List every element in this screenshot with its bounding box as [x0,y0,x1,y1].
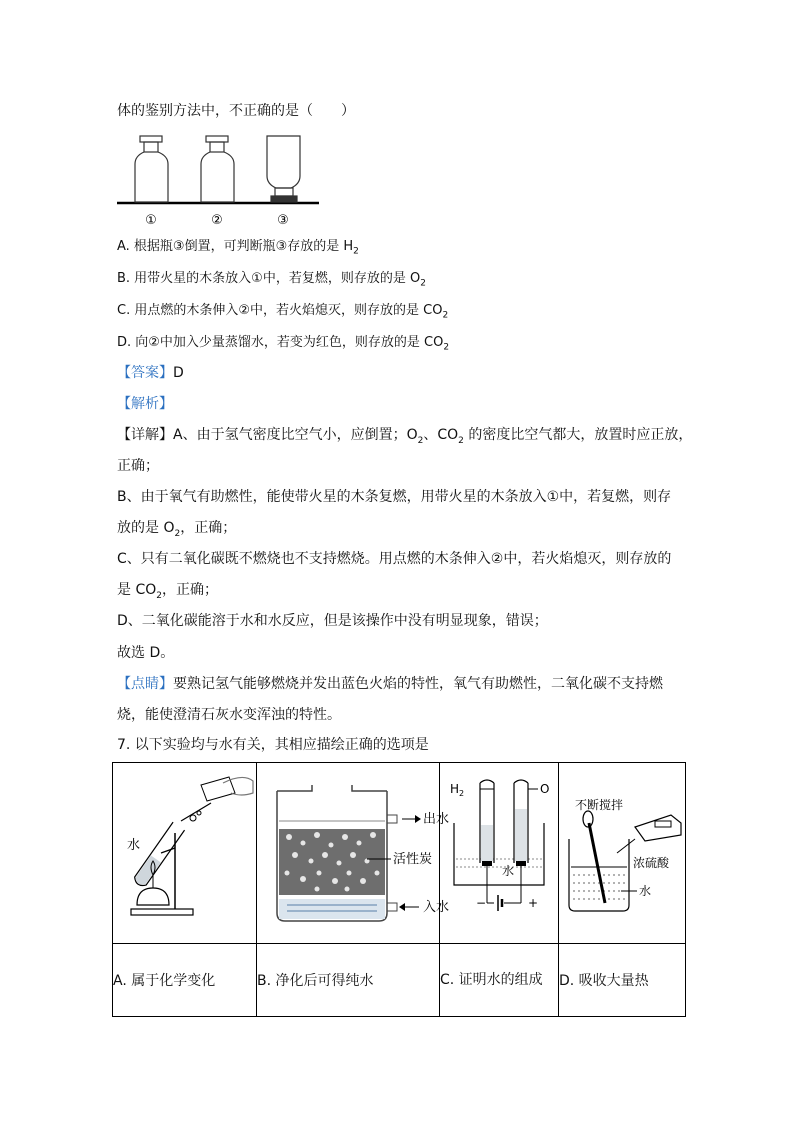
caption-d: D. 吸收大量热 [559,944,686,1017]
image-cell-c [440,763,559,944]
image-cell-d [559,763,686,944]
bottle-2 [201,136,234,202]
detail-line-2: 正确； [117,458,159,474]
caption-c: C. 证明水的组成 [440,944,559,1017]
label-h2: $H_2$ [450,782,465,798]
caption-a: A. 属于化学变化 [113,944,257,1017]
bottle-3-inverted [267,136,300,202]
label-in-water: 入水 [423,900,450,915]
option-a: A. 根据瓶③倒置，可判断瓶③存放的是 $H_2$ [117,239,359,257]
option-d: D. 向②中加入少量蒸馏水，若变为红色，则存放的是 $CO_2$ [117,335,450,353]
dilution-diagram [559,763,685,939]
detail-line-4: 放的是 $O_2$，正确； [117,520,237,539]
label-water-d: 水 [639,884,652,898]
detail-line-3: B、由于氧气有助燃性，能使带火星的木条复燃，用带火星的木条放入①中，若复燃，则存 [117,489,672,505]
question-stem: 体的鉴别方法中，不正确的是（ ） [117,103,355,119]
label-plus: + [528,896,539,910]
carbon-filter-diagram [257,763,450,939]
caption-b: B. 净化后可得纯水 [257,944,440,1017]
label-acid: 浓硫酸 [633,856,670,870]
detail-line-6: 是 $CO_2$，正确； [117,582,218,601]
question-7: 7. 以下实验均与水有关，其相应描绘正确的选项是 [117,737,429,753]
bottle-label-3: ③ [277,213,289,228]
bottle-1 [135,136,168,202]
label-carbon: 活性炭 [393,852,433,867]
label-minus: − [476,896,487,910]
detail-line-7: D、二氧化碳能溶于水和水反应，但是该操作中没有明显现象，错误； [117,613,548,629]
bottle-label-2: ② [211,213,223,228]
detail-line-1: 【详解】A、由于氢气密度比空气小，应倒置；$O_2$、$CO_2$ 的密度比空气都大，放置时应正放， [117,427,693,446]
detail-line-5: C、只有二氧化碳既不燃烧也不支持燃烧。用点燃的木条伸入②中，若火焰熄灭，则存放的 [117,551,672,567]
experiment-table [112,762,686,1017]
label-water-c: 水 [502,864,515,878]
detail-line-8: 故选 D。 [117,645,175,661]
heating-water-diagram [113,763,256,939]
label-out-water: 出水 [423,812,450,827]
bottle-label-1: ① [145,213,157,228]
image-cell-a [113,763,257,944]
analysis-heading: 【解析】 [117,396,173,412]
electrolysis-diagram [440,763,558,939]
label-water-a: 水 [127,838,141,853]
label-o: O [540,782,550,796]
image-cell-b [257,763,450,944]
point-line-2: 烧，能使澄清石灰水变浑浊的特性。 [117,707,341,723]
option-b: B. 用带火星的木条放入①中，若复燃，则存放的是 $O_2$ [117,271,426,289]
bottles-diagram [117,130,322,230]
point-line-1: 【点睛】要熟记氢气能够燃烧并发出蓝色火焰的特性，氧气有助燃性，二氧化碳不支持燃 [117,676,663,692]
label-stir: 不断搅拌 [575,798,624,812]
option-c: C. 用点燃的木条伸入②中，若火焰熄灭，则存放的是 $CO_2$ [117,303,449,321]
answer-line: 【答案】D [117,365,184,381]
